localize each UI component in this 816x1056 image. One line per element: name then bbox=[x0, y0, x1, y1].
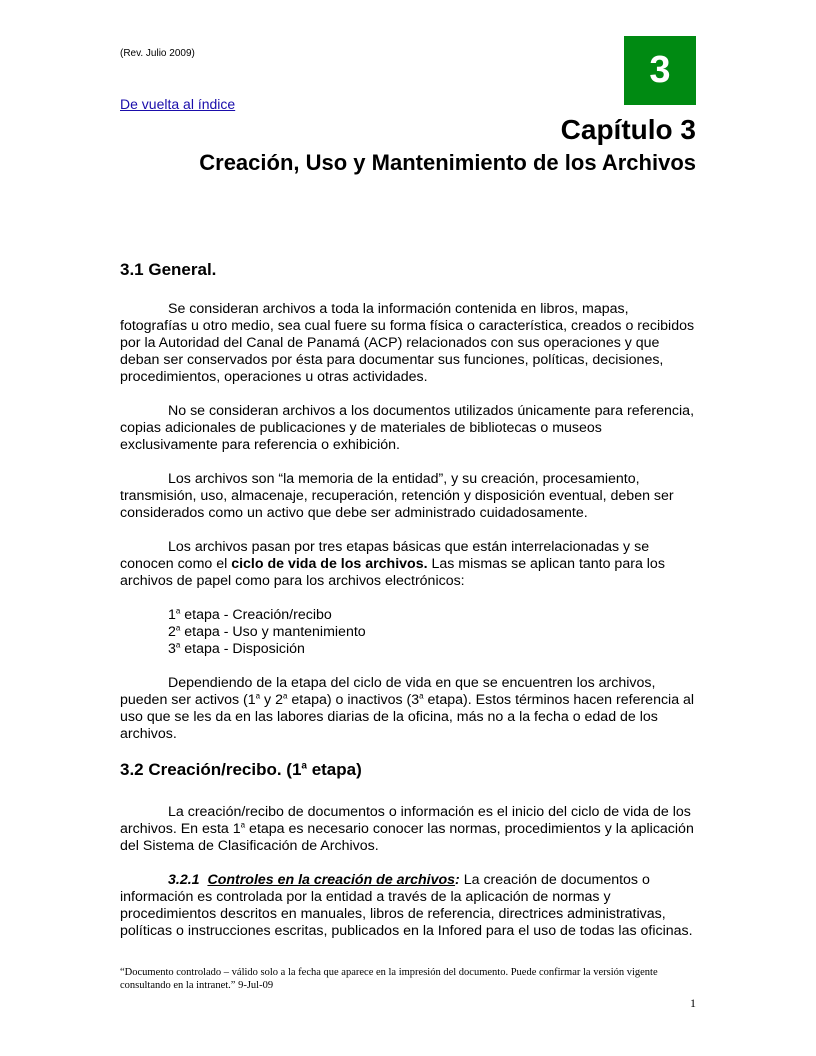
subsection-title: Controles en la creación de archivos bbox=[207, 872, 456, 888]
stage-sup: a bbox=[175, 606, 181, 616]
paragraph bbox=[120, 872, 696, 940]
paragraph-text: Las mismas se aplican tanto para los archivos de papel como para los archivos electrónicos: bbox=[120, 556, 665, 589]
paragraph-text: Los archivos pasan por tres etapas básicas que están interrelacionadas y se conocen como el bbox=[120, 539, 650, 572]
subsection-heading bbox=[168, 872, 460, 888]
stages-list bbox=[168, 607, 696, 658]
superscript: a bbox=[240, 820, 246, 830]
superscript: a bbox=[419, 691, 424, 701]
chapter-number-badge: 3 bbox=[624, 36, 696, 105]
subsection-colon: : bbox=[455, 872, 460, 888]
paragraph-text: Dependiendo de la etapa del ciclo de vida en que se encuentren los archivos, pueden ser activos (1 bbox=[120, 675, 656, 708]
paragraph-bold-text: ciclo de vida de los archivos. bbox=[231, 556, 428, 572]
stage-text: etapa - Disposición bbox=[180, 641, 305, 657]
stage-sup: a bbox=[175, 640, 181, 650]
paragraph: No se consideran archivos a los documentos utilizados únicamente para referencia, copias adicionales de publicaciones y de materiales de bibliotecas o museos exclusivamente para referencia o exhibición. bbox=[120, 403, 695, 453]
stage-number: 1 bbox=[168, 607, 176, 623]
paragraph: Los archivos son “la memoria de la entidad”, y su creación, procesamiento, transmisión, uso, almacenaje, recuperación, retención y disposición eventual, deben ser considerados como un activo que debe ser administrado cuidadosamente. bbox=[120, 471, 674, 521]
list-item bbox=[168, 607, 696, 624]
list-item bbox=[168, 624, 696, 641]
paragraph-text: La creación/recibo de documentos o información es el inicio del ciclo de vida de los archivos. En esta 1 bbox=[120, 804, 691, 837]
stage-sup: a bbox=[175, 623, 181, 633]
paragraph-text: y 2 bbox=[260, 692, 283, 708]
stage-number: 3 bbox=[168, 641, 176, 657]
chapter-subtitle: Creación, Uso y Mantenimiento de los Archivos bbox=[199, 150, 696, 175]
chapter-title: Capítulo 3 bbox=[560, 114, 696, 145]
paragraph-text: etapa) o inactivos (3 bbox=[287, 692, 420, 708]
heading-text: etapa) bbox=[306, 760, 362, 779]
footer-note: “Documento controlado – válido solo a la fecha que aparece en la impresión del documento. Puede confirmar la versión vigente consultando en la intranet.” 9-Jul-09 bbox=[120, 967, 658, 991]
stage-number: 2 bbox=[168, 624, 176, 640]
paragraph bbox=[120, 675, 696, 743]
heading-text: 3.2 Creación/recibo. (1 bbox=[120, 760, 302, 779]
back-to-index-link[interactable]: De vuelta al índice bbox=[120, 96, 236, 112]
document-body bbox=[120, 260, 696, 957]
section-heading-creation bbox=[120, 760, 696, 780]
superscript: a bbox=[255, 691, 261, 701]
revision-note: (Rev. Julio 2009) bbox=[120, 48, 195, 59]
subsection-number: 3.2.1 bbox=[168, 872, 200, 888]
list-item bbox=[168, 641, 696, 658]
superscript: a bbox=[282, 691, 288, 701]
paragraph-text: etapa). Estos términos hacen referencia al uso que se les da en las labores diarias de la oficina, más no a la fecha o edad de los archivos. bbox=[120, 692, 695, 742]
paragraph-text: La creación de documentos o información es controlada por la entidad a través de la aplicación de normas y procedimientos descritos en manuales, libros de referencia, directrices administrativas, políticas o instrucciones escritas, publicados en la Infored para el uso de todas las oficinas. bbox=[120, 872, 693, 939]
stage-text: etapa - Uso y mantenimiento bbox=[180, 624, 366, 640]
stage-text: etapa - Creación/recibo bbox=[180, 607, 332, 623]
section-heading-general: 3.1 General. bbox=[120, 260, 217, 279]
paragraph bbox=[120, 539, 696, 590]
paragraph: Se consideran archivos a toda la información contenida en libros, mapas, fotografías u otro medio, sea cual fuere su forma física o característica, creados o recibidos por la Autoridad del Canal de Panamá (ACP) relacionados con sus operaciones y que deban ser conservados por ésta para documentar sus funciones, políticas, decisiones, procedimientos, operaciones u otras actividades. bbox=[120, 301, 695, 385]
page-number: 1 bbox=[690, 996, 696, 1010]
superscript: a bbox=[301, 760, 307, 772]
paragraph bbox=[120, 804, 696, 855]
paragraph-text: etapa es necesario conocer las normas, procedimientos y la aplicación del Sistema de Clasificación de Archivos. bbox=[120, 821, 694, 854]
